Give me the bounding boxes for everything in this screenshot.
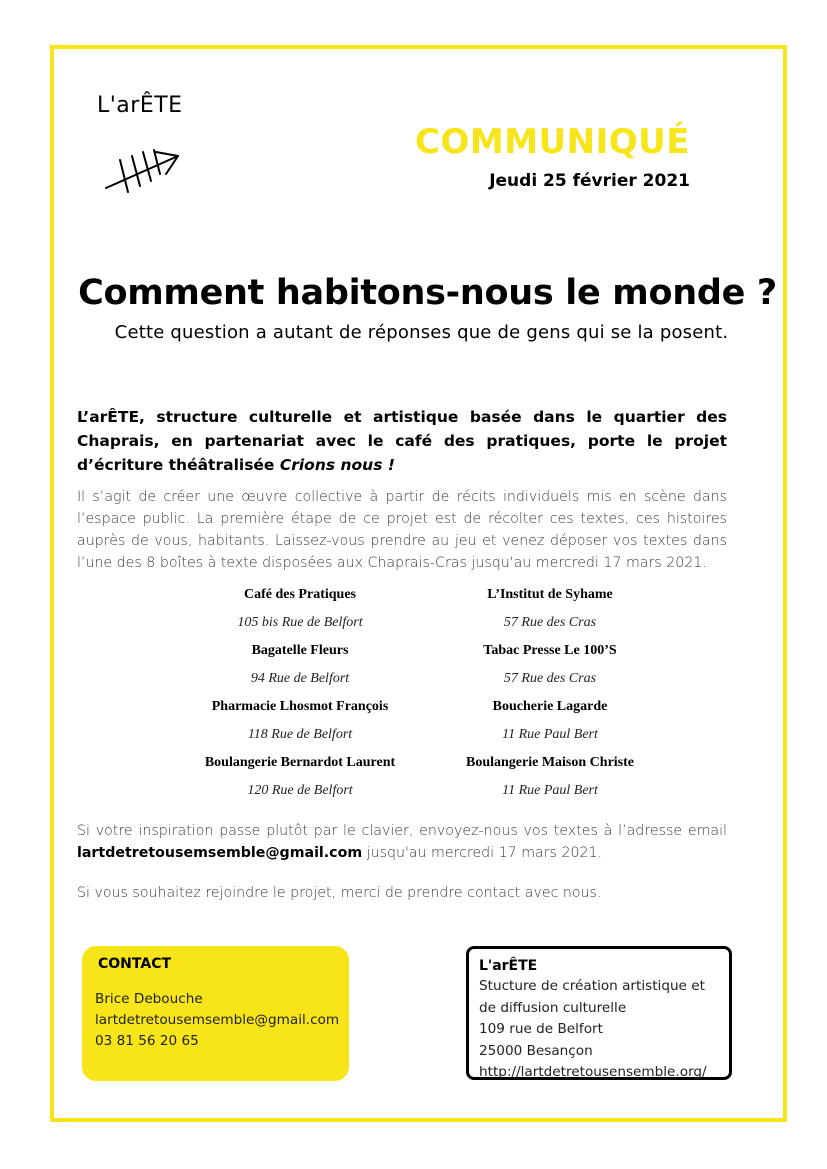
location-item — [180, 640, 420, 696]
organization-description: Stucture de création artistique et — [479, 978, 705, 994]
contact-title: CONTACT — [98, 956, 172, 972]
join-paragraph: Si vous souhaitez rejoindre le projet, merci de prendre contact avec nous. — [77, 885, 602, 901]
location-item — [430, 696, 670, 752]
location-name: Boulangerie Bernardot Laurent — [204, 755, 396, 770]
location-address: 11 Rue Paul Bert — [502, 783, 598, 798]
description-paragraph: Il s’agit de créer une œuvre collective à partir de récits individuels mis en scène dans l’espace public. La première étape de ce projet est de récolter ces textes, ces histoires auprès de vous, habitants. Laissez-vous prendre au jeu et venez déposer vos textes dans l’une des 8 boîtes à texte disposées aux Chaprais-Cras jusqu'au mercredi 17 mars 2021. — [77, 489, 727, 571]
organization-description: de diffusion culturelle — [479, 999, 627, 1016]
location-item — [180, 696, 420, 752]
location-item — [430, 584, 670, 640]
communique-label: COMMUNIQUÉ — [415, 122, 690, 162]
locations-left-column — [180, 584, 420, 808]
contact-name: Brice Debouche — [95, 991, 203, 1007]
project-title: Crions nous ! — [279, 456, 395, 474]
subheadline: Cette question a autant de réponses que de gens qui se la posent. — [114, 322, 729, 343]
organization-city: 25000 Besançon — [479, 1042, 593, 1059]
location-address: 105 bis Rue de Belfort — [237, 615, 363, 630]
intro-paragraph — [77, 405, 727, 477]
fishbone-arrow-icon — [104, 148, 182, 194]
location-item — [180, 752, 420, 808]
organization-street: 109 rue de Belfort — [479, 1021, 603, 1037]
organization-details — [479, 976, 707, 1084]
email-paragraph — [77, 820, 727, 864]
location-item — [430, 640, 670, 696]
intro-text: L’arÊTE, structure culturelle et artistique basée dans le quartier des Chaprais, en partenariat avec le café des pratiques, porte le projet d’écriture théâtralisée — [77, 408, 727, 474]
location-name: Pharmacie Lhosmot François — [211, 699, 389, 714]
location-name: Boulangerie Maison Christe — [466, 755, 634, 770]
contact-email-link[interactable]: lartdetretousemsemble@gmail.com — [95, 1012, 340, 1028]
location-address: 57 Rue des Cras — [503, 615, 597, 630]
contact-details — [95, 989, 339, 1052]
location-name: L’Institut de Syhame — [487, 587, 613, 602]
location-item — [430, 752, 670, 808]
location-address: 94 Rue de Belfort — [250, 671, 350, 686]
submission-email-link[interactable]: lartdetretousemsemble@gmail.com — [77, 845, 363, 861]
location-name: Café des Pratiques — [244, 587, 356, 602]
location-address: 11 Rue Paul Bert — [502, 727, 598, 742]
location-address: 57 Rue des Cras — [503, 671, 597, 686]
locations-right-column — [430, 584, 670, 808]
location-name: Tabac Presse Le 100’S — [483, 643, 617, 658]
location-name: Bagatelle Fleurs — [251, 643, 349, 658]
location-name: Boucherie Lagarde — [492, 699, 608, 714]
email-text-after: jusqu'au mercredi 17 mars 2021. — [362, 845, 603, 861]
organization-website-link[interactable]: http://lartdetretousensemble.org/ — [479, 1064, 707, 1080]
contact-box — [82, 946, 349, 1081]
location-address: 120 Rue de Belfort — [247, 783, 353, 798]
location-item — [180, 584, 420, 640]
logo-text: L'arÊTE — [97, 93, 183, 118]
location-address: 118 Rue de Belfort — [247, 727, 353, 742]
organization-title: L'arÊTE — [479, 958, 538, 974]
organization-box — [466, 946, 732, 1080]
email-text-before: Si votre inspiration passe plutôt par le clavier, envoyez-nous vos textes à l’adresse email — [77, 823, 727, 839]
press-release-date: Jeudi 25 février 2021 — [489, 171, 690, 191]
contact-phone[interactable]: 03 81 56 20 65 — [95, 1033, 199, 1049]
headline: Comment habitons-nous le monde ? — [78, 273, 777, 313]
